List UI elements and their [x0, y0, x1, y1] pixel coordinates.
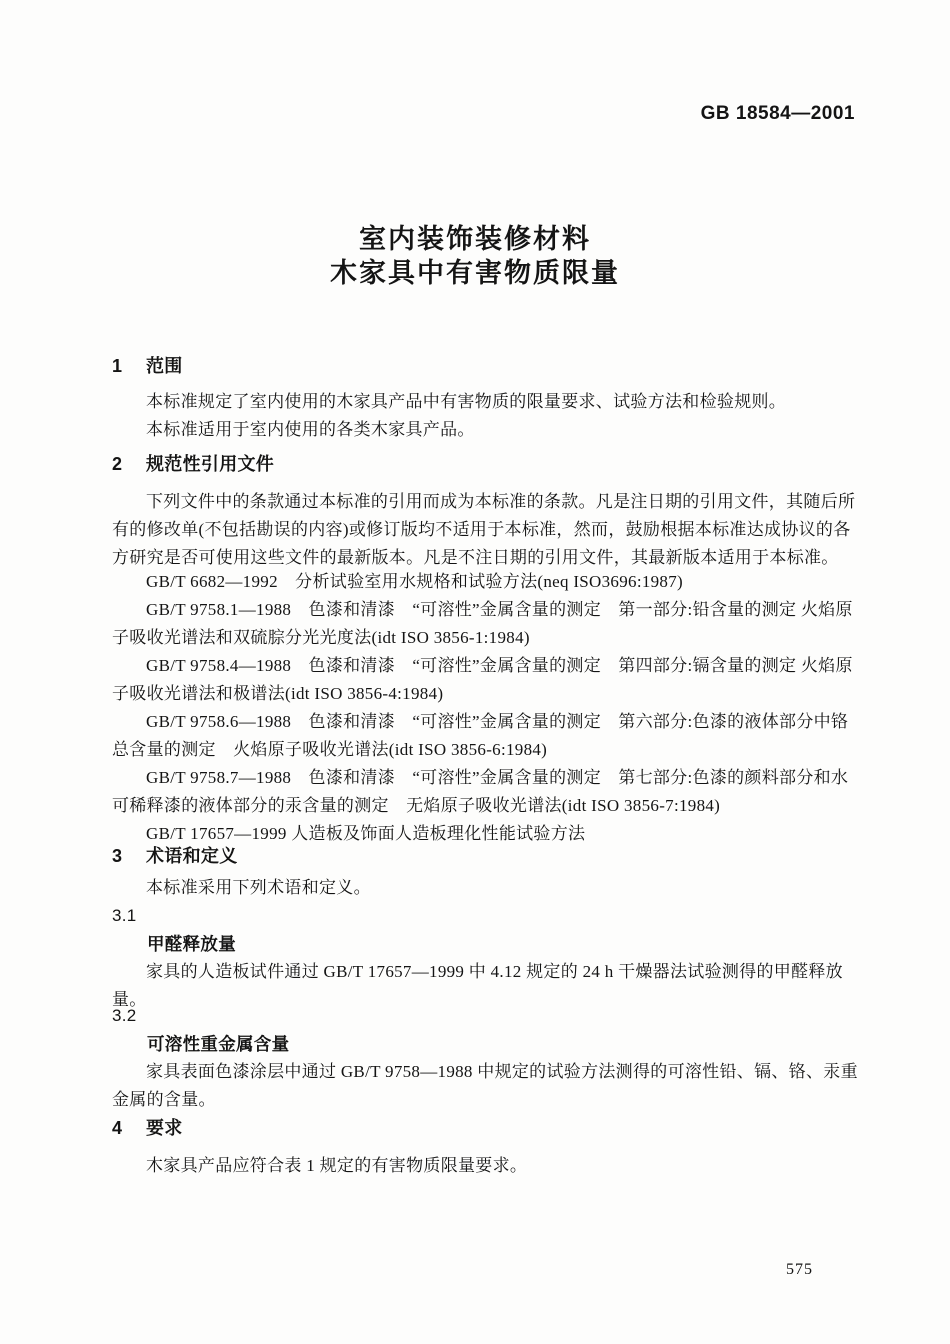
document-title [0, 222, 950, 290]
section-1-body [112, 388, 862, 444]
paragraph: 木家具产品应符合表 1 规定的有害物质限量要求。 [146, 1156, 528, 1175]
term-id: 3.2 [112, 1006, 137, 1025]
section-2-title: 规范性引用文件 [146, 454, 275, 474]
section-4-number: 4 [112, 1118, 123, 1138]
section-2-heading [112, 450, 862, 478]
section-3-intro [112, 874, 862, 902]
section-2-number: 2 [112, 454, 123, 474]
term-id: 3.1 [112, 906, 137, 925]
term-name: 可溶性重金属含量 [147, 1034, 290, 1054]
paragraph: 下列文件中的条款通过本标准的引用而成为本标准的条款。凡是注日期的引用文件，其随后所有的修改单(不包括勘误的内容)或修订版均不适用于本标准，然而，鼓励根据本标准达成协议的各方研究是否可使用这些文件的最新版本。凡是不注日期的引用文件，其最新版本适用于本标准。 [112, 492, 856, 567]
section-3-number: 3 [112, 846, 123, 866]
term-block-3-2 [112, 1002, 862, 1114]
reference-item: GB/T 9758.4—1988 色漆和清漆 “可溶性”金属含量的测定 第四部分:镉含量的测定 火焰原子吸收光谱法和极谱法(idt ISO 3856-4:1984) [112, 656, 853, 703]
section-1-heading [112, 352, 862, 380]
document-title-line2: 木家具中有害物质限量 [330, 258, 620, 288]
section-2-references [112, 568, 862, 848]
section-3-heading [112, 842, 862, 870]
document-title-line1: 室内装饰装修材料 [359, 224, 591, 254]
paragraph: 本标准规定了室内使用的木家具产品中有害物质的限量要求、试验方法和检验规则。 [146, 392, 787, 411]
section-2-intro [112, 488, 862, 572]
standard-code: GB 18584—2001 [700, 103, 855, 124]
paragraph: 本标准适用于室内使用的各类木家具产品。 [146, 420, 475, 439]
section-1-title: 范围 [146, 356, 183, 376]
term-block-3-1 [112, 902, 862, 1014]
term-name: 甲醛释放量 [147, 934, 236, 954]
reference-item: GB/T 9758.7—1988 色漆和清漆 “可溶性”金属含量的测定 第七部分:色漆的颜料部分和水可稀释漆的液体部分的汞含量的测定 无焰原子吸收光谱法(idt ISO 3856-7:1984) [112, 768, 849, 815]
section-3-title: 术语和定义 [146, 846, 238, 866]
page-number: 575 [786, 1261, 813, 1278]
reference-item: GB/T 9758.6—1988 色漆和清漆 “可溶性”金属含量的测定 第六部分:色漆的液体部分中铬总含量的测定 火焰原子吸收光谱法(idt ISO 3856-6:1984) [112, 712, 849, 759]
section-4-body [112, 1152, 862, 1180]
reference-item: GB/T 6682—1992 分析试验室用水规格和试验方法(neq ISO3696:1987) [146, 572, 683, 591]
reference-item: GB/T 17657—1999 人造板及饰面人造板理化性能试验方法 [146, 824, 586, 843]
section-4-title: 要求 [146, 1118, 183, 1138]
section-4-heading [112, 1114, 862, 1142]
reference-item: GB/T 9758.1—1988 色漆和清漆 “可溶性”金属含量的测定 第一部分:铅含量的测定 火焰原子吸收光谱法和双硫腙分光光度法(idt ISO 3856-1:1984) [112, 600, 853, 647]
paragraph: 本标准采用下列术语和定义。 [146, 878, 371, 897]
section-1-number: 1 [112, 356, 123, 376]
term-definition: 家具的人造板试件通过 GB/T 17657—1999 中 4.12 规定的 24 h 干燥器法试验测得的甲醛释放量。 [112, 962, 843, 1009]
term-definition: 家具表面色漆涂层中通过 GB/T 9758—1988 中规定的试验方法测得的可溶性铅、镉、铬、汞重金属的含量。 [112, 1062, 858, 1109]
